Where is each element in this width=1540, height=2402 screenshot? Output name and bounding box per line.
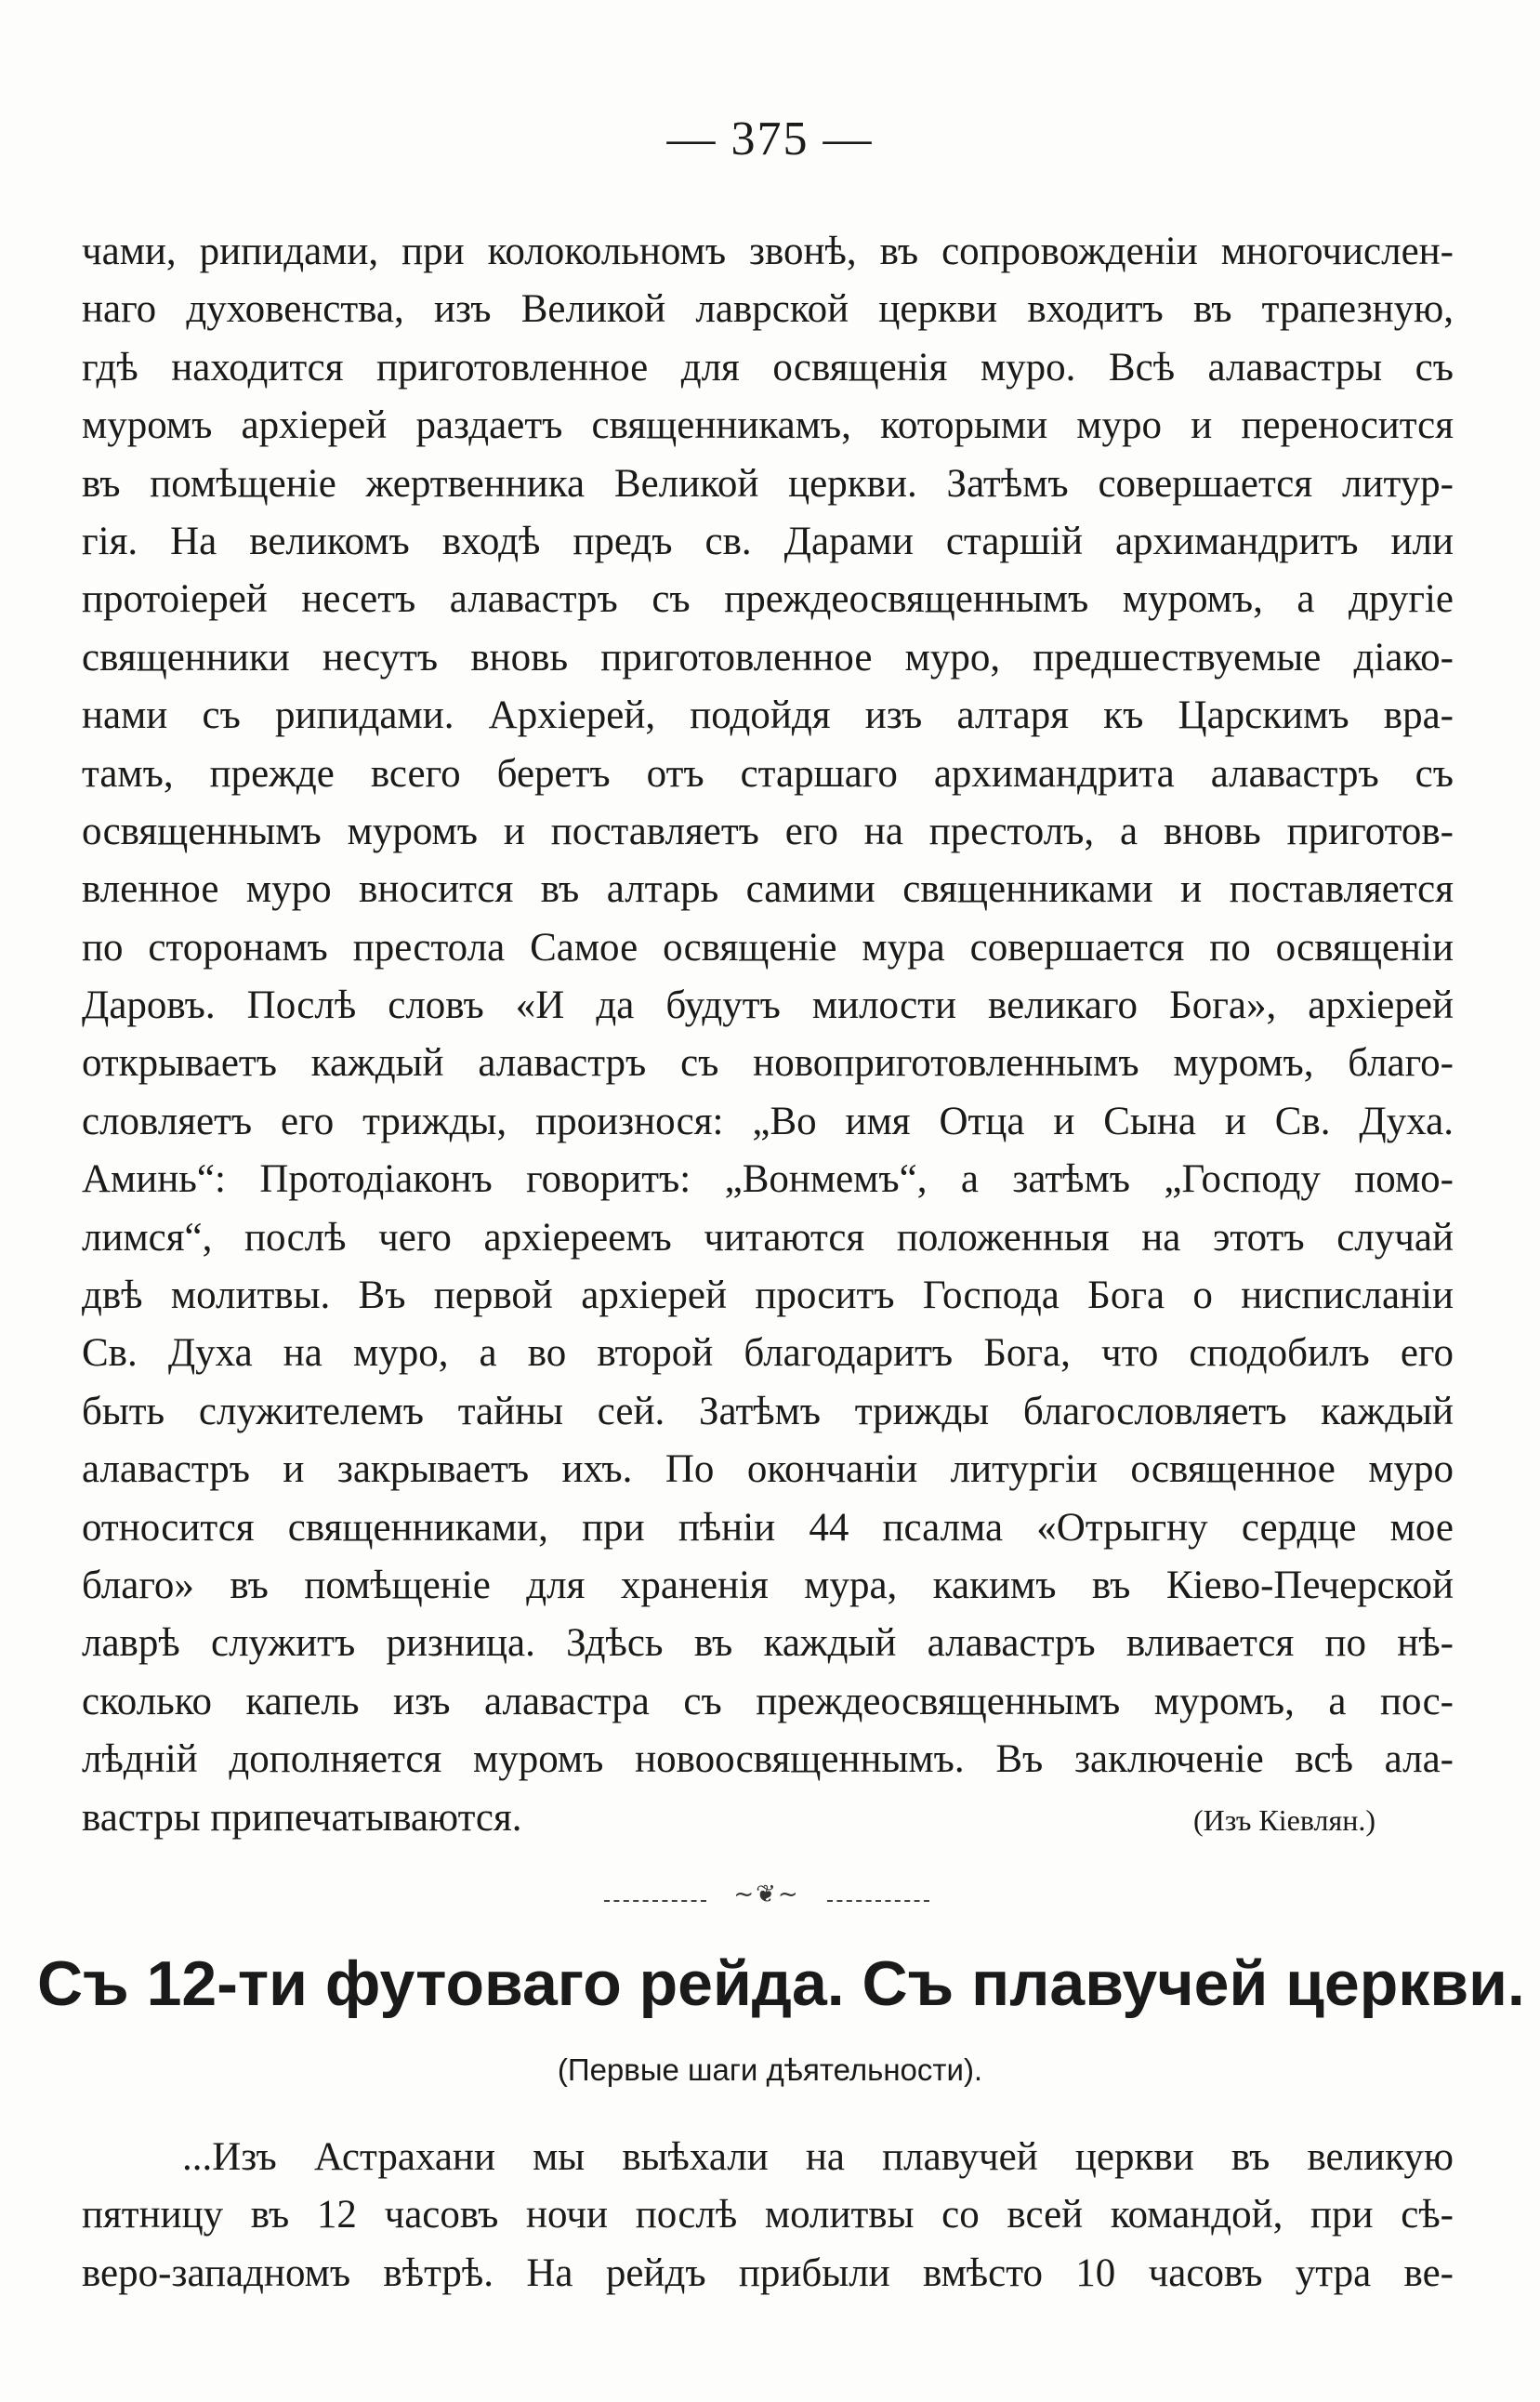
- final-line-row: [82, 1789, 1454, 1847]
- divider-ornament-icon: ~❦~: [733, 1881, 800, 1908]
- text-line: по сторонамъ престола Самое освященіе мура совершается по освященіи: [82, 925, 1454, 970]
- text-line: протоіерей несетъ алавастръ съ преждеосвященнымъ муромъ, а другіе: [82, 577, 1454, 622]
- paragraph-2: [82, 2129, 1454, 2303]
- text-line: лимся“, послѣ чего архіереемъ читаются положенныя на этотъ случай: [82, 1215, 1454, 1260]
- text-line: нами съ рипидами. Архіерей, подойдя изъ алтаря къ Царскимъ вра-: [82, 693, 1454, 738]
- text-line: лѣдній дополняется муромъ новоосвященнымъ. Въ заключеніе всѣ ала-: [82, 1737, 1454, 1782]
- text-line: алавастръ и закрываетъ ихъ. По окончаніи литургіи освященное муро: [82, 1447, 1454, 1492]
- text-line: быть служителемъ тайны сей. Затѣмъ трижды благословляетъ каждый: [82, 1389, 1454, 1433]
- text-line: Св. Духа на муро, а во второй благодаритъ Бога, что сподобилъ его: [82, 1331, 1454, 1376]
- text-line: тамъ, прежде всего беретъ отъ старшаго архимандрита алавастръ съ: [82, 751, 1454, 796]
- text-line: ...Изъ Астрахани мы выѣхали на плавучей церкви въ великую: [182, 2135, 1454, 2179]
- article-title: Съ 12-ти футоваго рейда. Съ плавучей церкви.: [37, 1948, 1525, 2019]
- text-line: Даровъ. Послѣ словъ «И да будутъ милости великаго Бога», архіерей: [82, 983, 1454, 1028]
- article-subtitle: (Первые шаги дѣятельности).: [557, 2052, 983, 2087]
- text-line: гія. На великомъ входѣ предъ св. Дарами старшій архимандритъ или: [82, 519, 1454, 563]
- text-line: сколько капель изъ алавастра съ преждеосвященнымъ муромъ, а пос-: [82, 1679, 1454, 1723]
- divider-rule-right: [827, 1900, 929, 1902]
- source-attribution: (Изъ Кіевлян.): [1193, 1802, 1375, 1837]
- text-line: муромъ архіерей раздаетъ священникамъ, которыми муро и переносится: [82, 403, 1454, 448]
- text-line: пятницу въ 12 часовъ ночи послѣ молитвы со всей командой, при сѣ-: [82, 2193, 1454, 2237]
- paragraph-1: [82, 223, 1454, 1847]
- text-line: въ помѣщеніе жертвенника Великой церкви. Затѣмъ совершается литур-: [82, 461, 1454, 506]
- divider-rule-left: [604, 1900, 706, 1902]
- text-line: освященнымъ муромъ и поставляетъ его на престолъ, а вновь приготов-: [82, 809, 1454, 853]
- text-line: священники несутъ вновь приготовленное муро, предшествуемые діако-: [82, 635, 1454, 680]
- text-line: относится священниками, при пѣніи 44 псалма «Отрыгну сердце мое: [82, 1505, 1454, 1550]
- text-line: двѣ молитвы. Въ первой архіерей проситъ Господа Бога о нисписланіи: [82, 1274, 1454, 1318]
- text-line: открываетъ каждый алавастръ съ новоприготовленнымъ муромъ, благо-: [82, 1041, 1454, 1086]
- text-line-final: вастры припечатываются.: [82, 1795, 522, 1840]
- text-line: чами, рипидами, при колокольномъ звонѣ, въ сопровожденіи многочислен-: [82, 230, 1454, 273]
- text-line: словляетъ его трижды, произнося: „Во имя Отца и Сына и Св. Духа.: [82, 1099, 1454, 1143]
- section-divider: [604, 1881, 929, 1908]
- page-number: — 375 —: [666, 112, 874, 165]
- text-line: веро-западномъ вѣтрѣ. На рейдъ прибыли вмѣсто 10 часовъ утра ве-: [82, 2250, 1454, 2295]
- text-line: лаврѣ служитъ ризница. Здѣсь въ каждый алавастръ вливается по нѣ-: [82, 1621, 1454, 1666]
- text-line: наго духовенства, изъ Великой лаврской церкви входитъ въ трапезную,: [82, 287, 1454, 332]
- text-line: Аминь“: Протодіаконъ говоритъ: „Вонмемъ“, а затѣмъ „Господу помо-: [82, 1157, 1454, 1202]
- text-line: вленное муро вносится въ алтарь самими священниками и поставляется: [82, 867, 1454, 912]
- text-line: благо» въ помѣщеніе для храненія мура, какимъ въ Кіево-Печерской: [82, 1563, 1454, 1607]
- text-line: гдѣ находится приготовленное для освященія муро. Всѣ алавастры съ: [82, 345, 1454, 389]
